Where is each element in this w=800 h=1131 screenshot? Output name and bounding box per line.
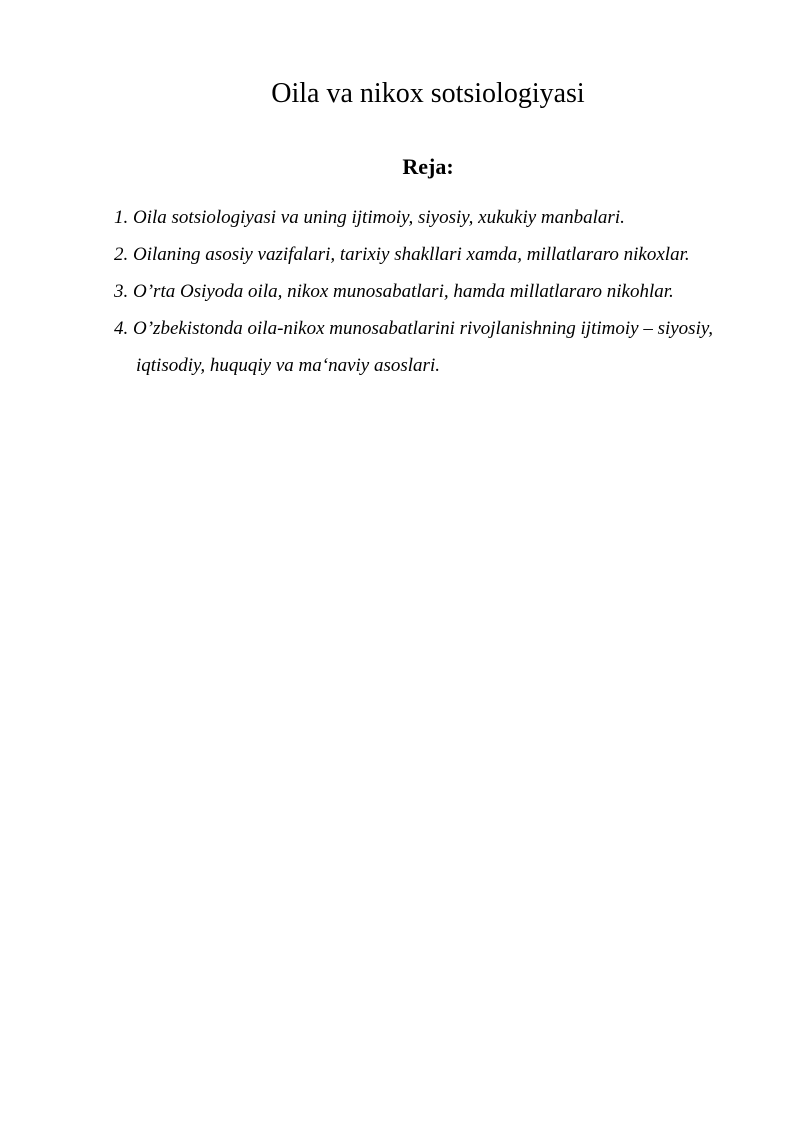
plan-item-4: 4. O’zbekistonda oila-nikox munosabatlarini rivojlanishning ijtimoiy – siyosiy, bbox=[114, 318, 713, 339]
plan-item-3: 3. O’rta Osiyoda oila, nikox munosabatlari, hamda millatlararo nikohlar. bbox=[114, 281, 674, 302]
document-title: Oila va nikox sotsiologiyasi bbox=[271, 78, 585, 109]
plan-item-1: 1. Oila sotsiologiyasi va uning ijtimoiy, siyosiy, xukukiy manbalari. bbox=[114, 207, 625, 228]
plan-item-4-continuation: iqtisodiy, huquqiy va ma‘naviy asoslari. bbox=[136, 355, 440, 376]
plan-item-2: 2. Oilaning asosiy vazifalari, tarixiy shakllari xamda, millatlararo nikoxlar. bbox=[114, 244, 690, 265]
plan-heading: Reja: bbox=[402, 154, 454, 179]
plan-list bbox=[114, 199, 742, 384]
